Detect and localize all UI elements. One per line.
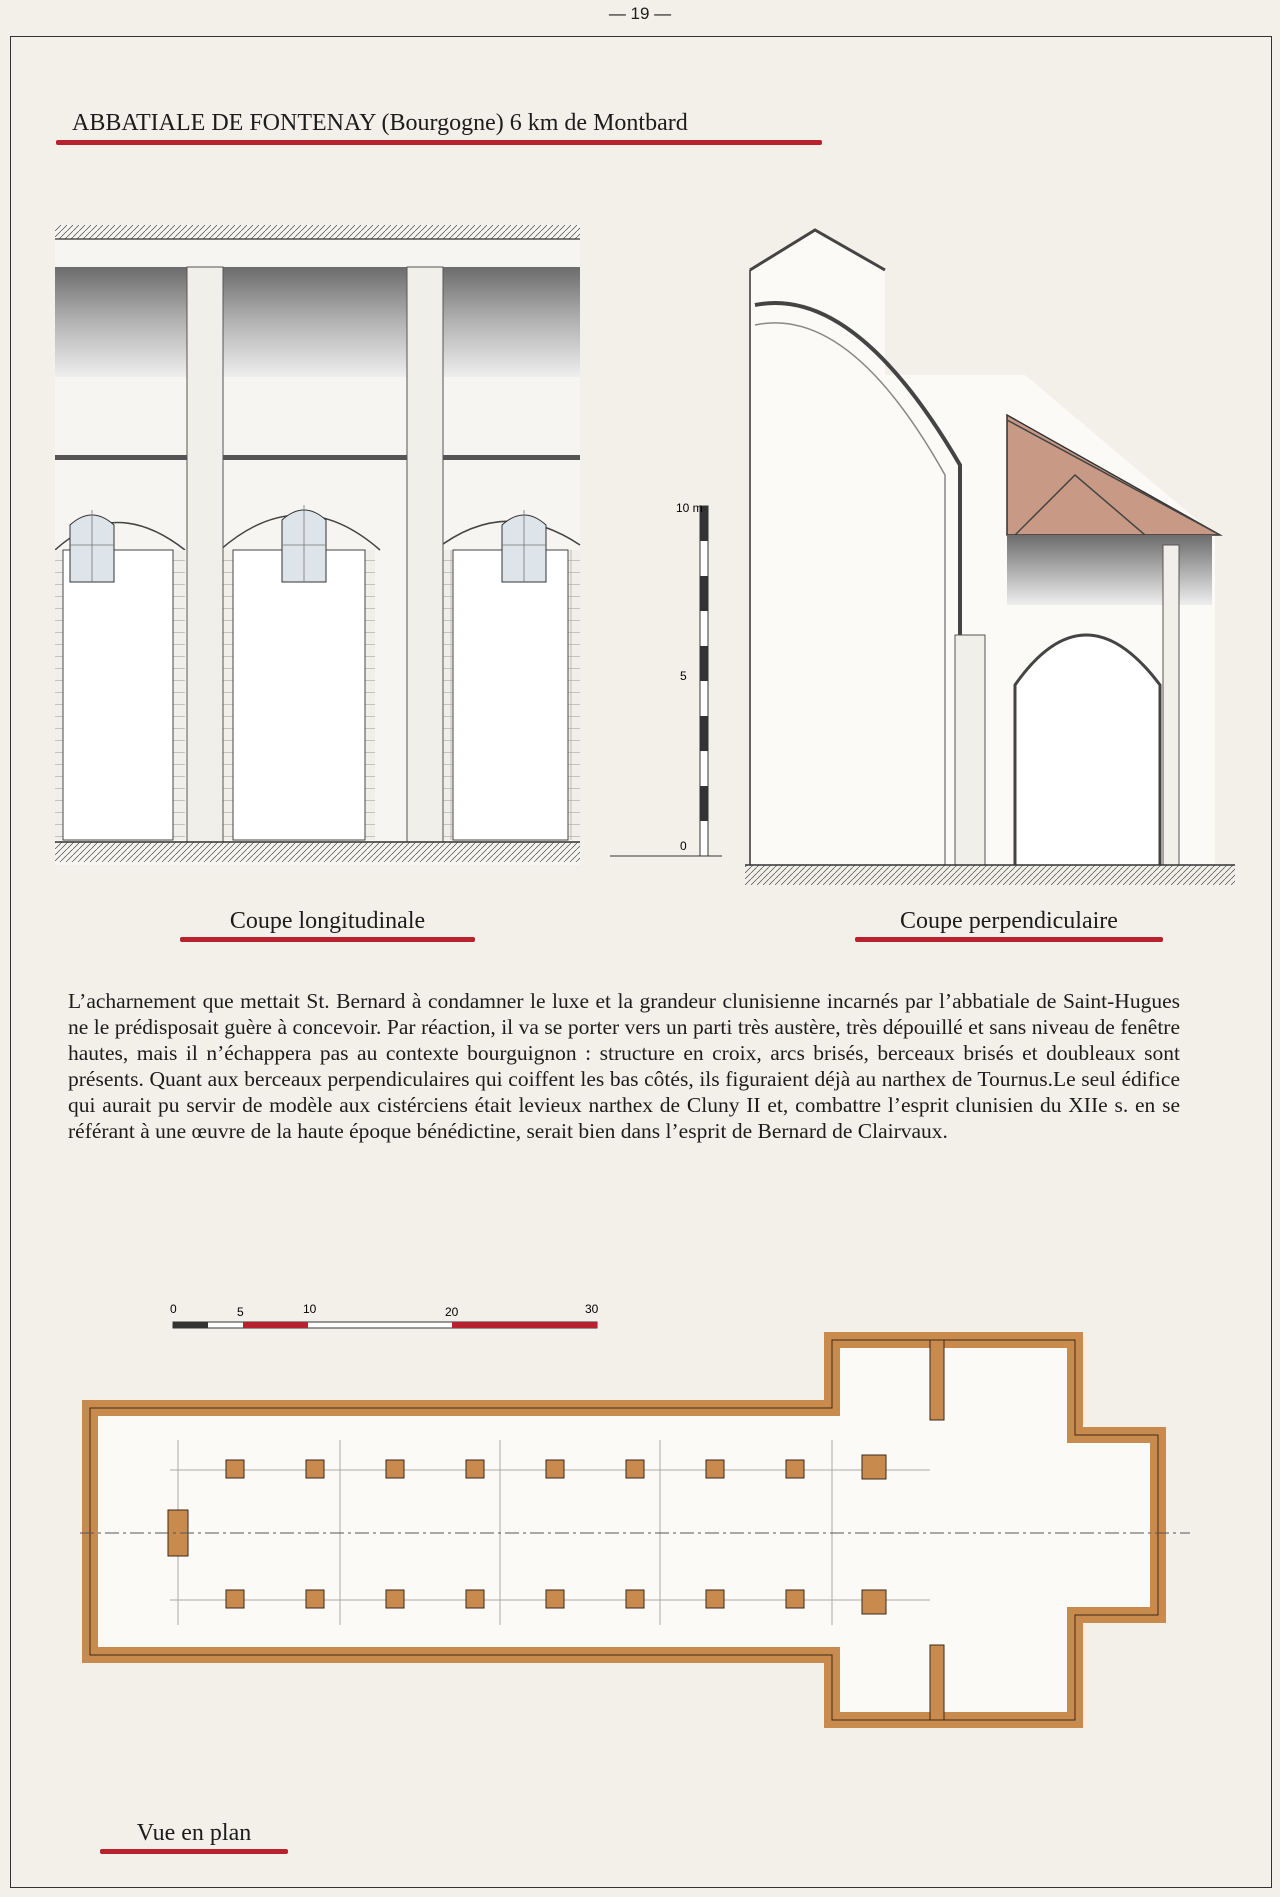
elevation-scale-bar xyxy=(610,490,730,870)
plan-scale-label-0: 0 xyxy=(170,1302,177,1316)
caption-longitudinal xyxy=(180,908,475,942)
caption-perpendicular-text: Coupe perpendiculaire xyxy=(900,908,1118,934)
caption-plan-text: Vue en plan xyxy=(136,1820,252,1846)
page-title: ABBATIALE DE FONTENAY (Bourgogne) 6 km de Montbard xyxy=(72,110,688,136)
longitudinal-section-drawing xyxy=(55,225,600,890)
caption-perpendicular-underline xyxy=(855,937,1163,942)
caption-plan xyxy=(100,1820,288,1854)
page-number: — 19 — xyxy=(608,4,672,23)
plan-scale-label-30: 30 xyxy=(585,1302,599,1316)
perpendicular-section-drawing xyxy=(745,225,1235,890)
caption-plan-underline xyxy=(100,1849,288,1854)
plan-scale-label-5: 5 xyxy=(237,1305,244,1319)
plan-scale-label-10: 10 xyxy=(303,1302,317,1316)
elevation-scale-label-0: 0 xyxy=(680,839,687,853)
title-block xyxy=(56,110,822,145)
floor-plan-drawing xyxy=(80,1320,1190,1790)
body-paragraph: L’acharnement que mettait St. Bernard à condamner le luxe et la grandeur clunisienne incarnés par l’abbatiale de Saint-Hugues ne le prédisposait guère à concevoir. Par réaction, il va se porter vers un parti très austère, très dépouillé et sans niveau de fenêtre hautes, mais il n’échappera pas au contexte bourguignon : structure en croix, arcs brisés, berceaux brisés et doubleaux sont présents. Quant aux berceaux perpendiculaires qui coiffent les bas côtés, ils figuraient déjà au narthex de Tournus.Le seul édifice qui aurait pu servir de modèle aux cistérciens était levieux narthex de Cluny II et, combattre l’esprit clunisien du XIIe s. en se référant à une œuvre de la haute époque bénédictine, serait bien dans l’esprit de Bernard de Clairvaux. xyxy=(68,989,1180,1143)
caption-longitudinal-underline xyxy=(180,937,475,942)
plan-scale-label-20: 20 xyxy=(445,1305,459,1319)
title-underline xyxy=(56,140,822,145)
elevation-scale-label-10: 10 m xyxy=(676,501,703,515)
elevation-scale-label-5: 5 xyxy=(680,669,687,683)
caption-perpendicular xyxy=(855,908,1163,942)
caption-longitudinal-text: Coupe longitudinale xyxy=(229,908,426,934)
